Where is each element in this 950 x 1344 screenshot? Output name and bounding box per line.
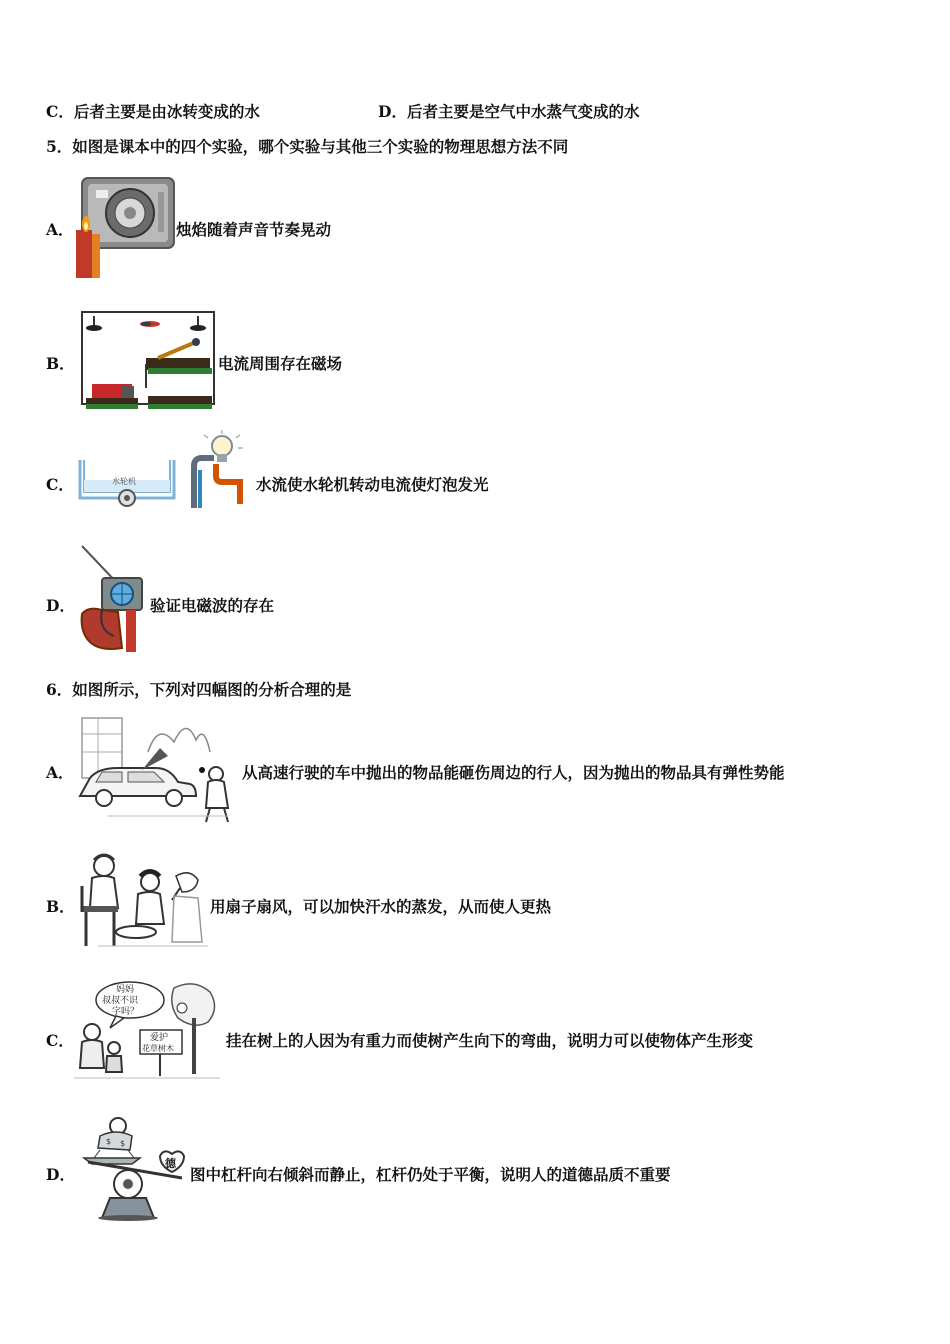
q6-option-d-text: 图中杠杆向右倾斜而静止，杠杆仍处于平衡，说明人的道德品质不重要	[190, 1165, 671, 1184]
q6-option-b-letter: B．	[46, 897, 75, 916]
prev-option-d	[378, 102, 639, 122]
option-text: 后者主要是空气中水蒸气变成的水	[406, 102, 640, 121]
water-turbine-bulb-figure	[72, 430, 258, 514]
svg-text:$: $	[120, 1139, 126, 1148]
option-letter: C．	[46, 102, 74, 121]
heart-label: 德	[165, 1157, 176, 1170]
speech-bubble-line-2: 叔叔不识	[102, 996, 139, 1006]
q5-option-a-text: 烛焰随着声音节奏晃动	[176, 220, 332, 239]
q5-option-c-letter: C．	[46, 475, 74, 494]
tree-sign-figure	[74, 978, 222, 1082]
question-5-stem: 5．如图是课本中的四个实验，哪个实验与其他三个实验的物理思想方法不同	[46, 137, 569, 156]
prev-option-c	[46, 102, 260, 122]
q5-option-a-letter: A．	[46, 220, 74, 239]
radio-figure	[78, 544, 150, 656]
q5-option-d-text: 验证电磁波的存在	[150, 596, 275, 615]
sign-line-2: 花草树木	[142, 1044, 174, 1053]
question-6-stem: 6．如图所示，下列对四幅图的分析合理的是	[46, 680, 352, 699]
lever-figure	[80, 1114, 190, 1222]
q5-option-c-text: 水流使水轮机转动电流使灯泡发光	[256, 475, 489, 494]
option-text: 后者主要是由冰转变成的水	[73, 102, 260, 121]
q6-option-a-letter: A．	[46, 763, 74, 782]
fan-figure	[78, 846, 210, 950]
q5-option-b-letter: B．	[46, 354, 75, 373]
option-letter: D．	[378, 102, 407, 121]
sign-line-1: 爱护	[150, 1033, 169, 1043]
q6-option-c-text: 挂在树上的人因为有重力而使树产生向下的弯曲，说明力可以使物体产生形变	[226, 1031, 754, 1050]
q6-option-b-text: 用扇子扇风，可以加快汗水的蒸发，从而使人更热	[210, 897, 552, 916]
svg-text:$: $	[106, 1137, 112, 1146]
car-throwing-figure	[78, 712, 240, 824]
q6-option-a-text: 从高速行驶的车中抛出的物品能砸伤周边的行人，因为抛出的物品具有弹性势能	[242, 763, 785, 782]
q6-option-d-letter: D．	[46, 1165, 75, 1184]
q5-option-b-text: 电流周围存在磁场	[218, 354, 343, 373]
water-turbine-label: 水轮机	[112, 477, 136, 486]
oersted-circuit-figure	[78, 306, 218, 410]
speaker-candle-figure	[74, 172, 178, 280]
q6-option-c-letter: C．	[46, 1031, 74, 1050]
speech-bubble-line-3: 字吗？	[112, 1007, 140, 1017]
q5-option-d-letter: D．	[46, 596, 75, 615]
speech-bubble-line-1: 妈妈	[116, 985, 135, 995]
